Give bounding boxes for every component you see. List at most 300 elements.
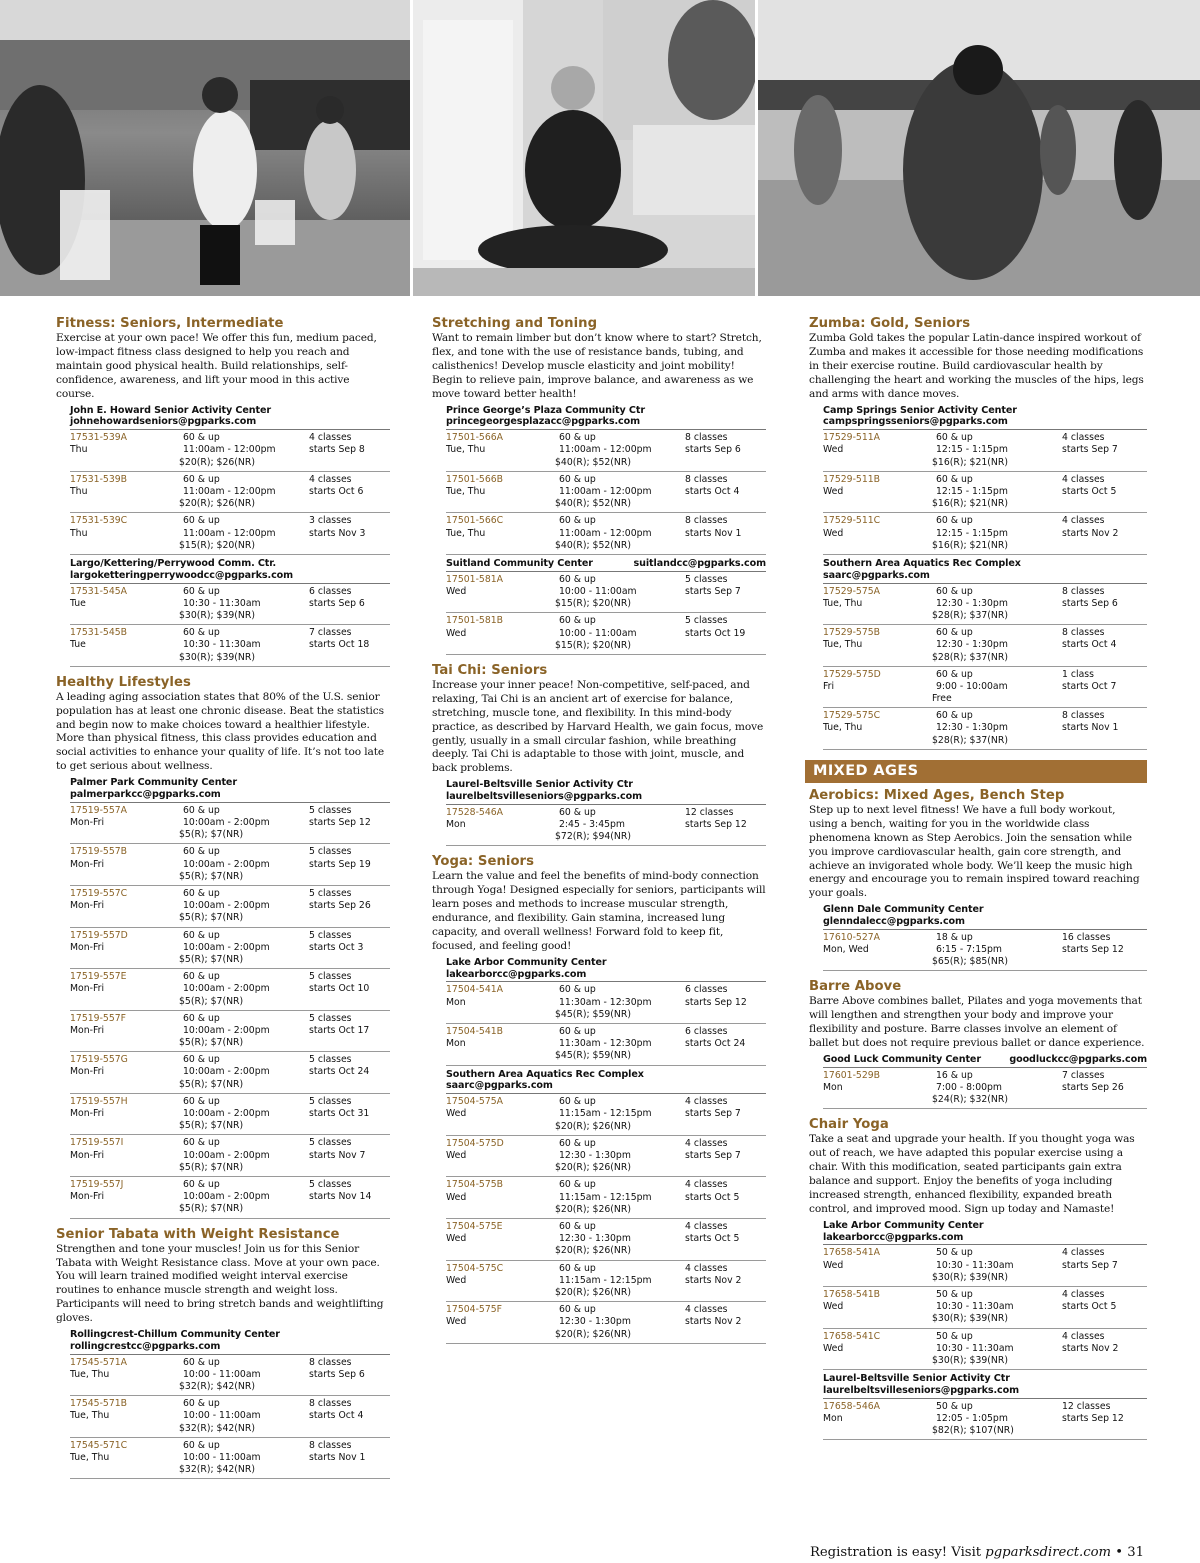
class-count: 16 classes [1062, 931, 1111, 943]
class-count: 6 classes [309, 585, 352, 597]
class-time: 11:30am - 12:30pm [559, 1038, 652, 1050]
venue [823, 1220, 1147, 1246]
class-row[interactable] [446, 982, 766, 1024]
class-days: Thu [70, 444, 88, 456]
class-start: starts Sep 26 [309, 900, 371, 912]
class-fee: $82(R); $107(NR) [932, 1425, 1014, 1437]
class-count: 4 classes [685, 1096, 728, 1108]
class-row[interactable] [446, 1219, 766, 1261]
class-days: Thu [70, 527, 88, 539]
class-time: 12:15 - 1:15pm [936, 485, 1008, 497]
class-time: 10:30 - 11:30am [183, 639, 261, 651]
class-days: Mon-Fri [70, 900, 105, 912]
class-fee: $5(R); $7(NR) [179, 953, 244, 965]
class-days: Mon-Fri [70, 941, 105, 953]
class-count: 5 classes [309, 1054, 352, 1066]
class-code[interactable]: 17519-557A [70, 804, 128, 816]
class-row[interactable] [446, 1136, 766, 1178]
venue-name: Southern Area Aquatics Rec Complex [446, 1068, 644, 1080]
class-fee: $30(R); $39(NR) [179, 651, 255, 663]
class-start: starts Sep 7 [685, 585, 741, 597]
class-count: 8 classes [309, 1439, 352, 1451]
class-count: 5 classes [309, 971, 352, 983]
class-code[interactable]: 17519-557G [70, 1054, 128, 1066]
class-time: 10:00 - 11:00am [183, 1368, 261, 1380]
class-fee: $20(R); $26(NR) [555, 1203, 631, 1215]
class-fee: $15(R); $20(NR) [179, 539, 255, 551]
class-days: Wed [446, 627, 467, 639]
class-count: 3 classes [309, 515, 352, 527]
class-row[interactable] [446, 1302, 766, 1344]
class-code[interactable]: 17501-581A [446, 573, 504, 585]
class-fee: $16(R); $21(NR) [932, 498, 1008, 510]
class-time: 10:30 - 11:30am [183, 597, 261, 609]
class-count: 5 classes [309, 804, 352, 816]
class-row[interactable] [446, 805, 766, 847]
venue-email[interactable]: goodluckcc@pgparks.com [1009, 1054, 1147, 1066]
class-row[interactable] [446, 572, 766, 614]
venue [446, 779, 766, 805]
class-count: 4 classes [309, 473, 352, 485]
class-row[interactable] [446, 1261, 766, 1303]
venue [823, 405, 1147, 431]
class-days: Mon-Fri [70, 1108, 105, 1120]
class-row[interactable] [70, 886, 390, 928]
class-row[interactable] [70, 1177, 390, 1219]
class-count: 8 classes [1062, 585, 1105, 597]
class-code[interactable]: 17545-571B [70, 1398, 128, 1410]
class-time: 6:15 - 7:15pm [936, 944, 1002, 956]
footer-visit: Visit [951, 1545, 982, 1560]
venue-email[interactable]: princegeorgesplazacc@pgparks.com [446, 416, 640, 428]
class-count: 7 classes [309, 627, 352, 639]
class-code[interactable]: 17501-581B [446, 615, 504, 627]
page-number: 31 [1127, 1545, 1144, 1560]
class-ages: 50 & up [936, 1247, 973, 1259]
venue-name: Good Luck Community Center [823, 1054, 981, 1066]
class-code[interactable]: 17529-511B [823, 473, 881, 485]
class-days: Fri [823, 680, 835, 692]
section-description: A leading aging association states that 80% of the U.S. senior population has at least one chronic disease. Beat the statistics and begin now to make choices toward a healthier lifestyle. More than physical fitness, this class provides education and social activities to enhance your quality of life. It’s not too late to get serious about wellness. [56, 690, 385, 773]
class-row[interactable] [823, 1068, 1147, 1110]
class-row[interactable] [70, 472, 390, 514]
class-code[interactable]: 17504-575B [446, 1179, 504, 1191]
class-code[interactable]: 17519-557C [70, 887, 128, 899]
class-code[interactable]: 17519-557I [70, 1137, 124, 1149]
class-ages: 60 & up [183, 1095, 220, 1107]
venue-name: John E. Howard Senior Activity Center [70, 404, 272, 416]
class-days: Mon-Fri [70, 983, 105, 995]
class-start: starts Nov 2 [1062, 1342, 1119, 1354]
class-row[interactable] [70, 1094, 390, 1136]
section-senior-tabata [56, 1227, 390, 1480]
class-count: 6 classes [685, 984, 728, 996]
class-time: 12:30 - 1:30pm [559, 1150, 631, 1162]
class-days: Mon-Fri [70, 1066, 105, 1078]
class-ages: 60 & up [559, 806, 596, 818]
class-days: Mon-Fri [70, 1149, 105, 1161]
class-fee: $15(R); $20(NR) [555, 639, 631, 651]
class-ages: 60 & up [559, 1026, 596, 1038]
class-count: 5 classes [309, 1012, 352, 1024]
class-count: 4 classes [685, 1304, 728, 1316]
class-row[interactable] [823, 430, 1147, 472]
class-row[interactable] [70, 1438, 390, 1480]
class-fee: $5(R); $7(NR) [179, 1037, 244, 1049]
page-footer [810, 1545, 1144, 1560]
class-count: 4 classes [1062, 1330, 1105, 1342]
class-time: 10:00 - 11:00am [183, 1452, 261, 1464]
venue [823, 904, 1147, 930]
class-time: 2:45 - 3:45pm [559, 819, 625, 831]
class-count: 8 classes [685, 432, 728, 444]
class-fee: $32(R); $42(NR) [179, 1422, 255, 1434]
class-start: starts Oct 17 [309, 1024, 370, 1036]
class-ages: 60 & up [559, 432, 596, 444]
photo-strip [0, 0, 1200, 296]
class-time: 11:30am - 12:30pm [559, 996, 652, 1008]
class-code[interactable]: 17531-545A [70, 585, 128, 597]
class-row[interactable] [823, 1287, 1147, 1329]
class-row[interactable] [70, 928, 390, 970]
class-time: 10:00am - 2:00pm [183, 816, 270, 828]
class-code[interactable]: 17519-557F [70, 1012, 127, 1024]
class-ages: 60 & up [936, 432, 973, 444]
class-fee: $30(R); $39(NR) [932, 1355, 1008, 1367]
class-code[interactable]: 17504-541A [446, 984, 504, 996]
class-count: 4 classes [685, 1262, 728, 1274]
venue [70, 405, 390, 431]
venue-email[interactable]: lakearborcc@pgparks.com [446, 968, 587, 980]
class-row[interactable] [446, 472, 766, 514]
class-code[interactable]: 17501-566A [446, 432, 504, 444]
class-row[interactable] [70, 1396, 390, 1438]
class-count: 4 classes [685, 1179, 728, 1191]
class-code[interactable]: 17529-511A [823, 432, 881, 444]
venue [823, 1054, 1147, 1068]
class-time: 12:30 - 1:30pm [936, 639, 1008, 651]
class-code[interactable]: 17529-511C [823, 515, 881, 527]
class-days: Mon [823, 1082, 843, 1094]
class-time: 12:30 - 1:30pm [936, 597, 1008, 609]
venue-email[interactable]: campspringsseniors@pgparks.com [823, 416, 1008, 428]
class-fee: $5(R); $7(NR) [179, 870, 244, 882]
venue-email[interactable]: laurelbeltsvilleseniors@pgparks.com [446, 791, 642, 803]
class-row[interactable] [823, 1399, 1147, 1441]
section-description: Take a seat and upgrade your health. If you thought yoga was out of reach, we have adapted this popular exercise using a chair. With this modification, seated participants gain extra balance and support. Enjoy the benefits of yoga including increased strength, enhanced flexibility, expanded breath control, and improved mood. Sign up today and Namaste! [809, 1133, 1135, 1215]
class-code[interactable]: 17658-541A [823, 1247, 881, 1259]
class-days: Wed [446, 1233, 467, 1245]
class-days: Wed [446, 1108, 467, 1120]
class-ages: 60 & up [183, 585, 220, 597]
class-days: Tue, Thu [446, 444, 486, 456]
section-title: Barre Above [809, 979, 902, 995]
class-ages: 50 & up [936, 1400, 973, 1412]
class-fee: $20(R); $26(NR) [179, 498, 255, 510]
class-count: 5 classes [309, 887, 352, 899]
class-row[interactable] [446, 1177, 766, 1219]
venue-email[interactable]: laurelbeltsvilleseniors@pgparks.com [823, 1385, 1019, 1397]
class-row[interactable] [70, 844, 390, 886]
class-days: Mon [446, 996, 466, 1008]
class-start: starts Sep 12 [685, 819, 747, 831]
venue-email[interactable]: rollingcrestcc@pgparks.com [70, 1340, 221, 1352]
class-start: starts Sep 6 [685, 444, 741, 456]
class-row[interactable] [70, 803, 390, 845]
class-ages: 60 & up [183, 1012, 220, 1024]
class-time: 10:00am - 2:00pm [183, 1191, 270, 1203]
class-code[interactable]: 17501-566B [446, 473, 504, 485]
seniors-fitness-class-photo [0, 0, 410, 296]
class-fee: $30(R); $39(NR) [932, 1313, 1008, 1325]
venue-name: Suitland Community Center [446, 557, 593, 569]
class-code[interactable]: 17545-571C [70, 1439, 128, 1451]
class-days: Tue, Thu [823, 597, 863, 609]
class-days: Tue [70, 597, 86, 609]
class-row[interactable] [823, 513, 1147, 555]
class-code[interactable]: 17519-557B [70, 846, 128, 858]
venue-email[interactable]: saarc@pgparks.com [823, 569, 930, 581]
class-time: 10:00am - 2:00pm [183, 1024, 270, 1036]
class-days: Wed [446, 585, 467, 597]
class-row[interactable] [823, 584, 1147, 626]
class-code[interactable]: 17519-557J [70, 1179, 124, 1191]
class-code[interactable]: 17519-557H [70, 1095, 128, 1107]
venue-email[interactable]: largoketteringperrywoodcc@pgparks.com [70, 569, 294, 581]
class-row[interactable] [70, 1011, 390, 1053]
class-count: 8 classes [685, 515, 728, 527]
class-ages: 60 & up [183, 515, 220, 527]
class-count: 8 classes [685, 473, 728, 485]
class-days: Wed [823, 1259, 844, 1271]
class-ages: 60 & up [936, 473, 973, 485]
class-row[interactable] [446, 430, 766, 472]
class-days: Tue [70, 639, 86, 651]
venue-name: Lake Arbor Community Center [446, 956, 607, 968]
class-start: starts Nov 7 [309, 1149, 366, 1161]
class-code[interactable]: 17501-566C [446, 515, 504, 527]
class-start: starts Oct 24 [309, 1066, 370, 1078]
class-fee: $20(R); $26(NR) [555, 1162, 631, 1174]
class-fee: $5(R); $7(NR) [179, 829, 244, 841]
class-code[interactable]: 17658-546A [823, 1400, 881, 1412]
class-fee: $28(R); $37(NR) [932, 734, 1008, 746]
class-count: 8 classes [1062, 627, 1105, 639]
class-time: 12:30 - 1:30pm [559, 1316, 631, 1328]
class-row[interactable] [70, 1052, 390, 1094]
venue [70, 558, 390, 584]
class-row[interactable] [446, 1094, 766, 1136]
class-time: 10:00am - 2:00pm [183, 1108, 270, 1120]
class-code[interactable]: 17531-539B [70, 473, 128, 485]
class-row[interactable] [70, 584, 390, 626]
class-ages: 60 & up [183, 1398, 220, 1410]
class-ages: 60 & up [936, 585, 973, 597]
venue [823, 558, 1147, 584]
class-code[interactable]: 17519-557D [70, 929, 128, 941]
class-days: Thu [70, 485, 88, 497]
class-days: Mon-Fri [70, 858, 105, 870]
class-row[interactable] [823, 708, 1147, 750]
class-fee: $16(R); $21(NR) [932, 456, 1008, 468]
class-row[interactable] [823, 1329, 1147, 1371]
class-code[interactable]: 17658-541B [823, 1289, 881, 1301]
venue-name: Glenn Dale Community Center [823, 904, 984, 916]
class-row[interactable] [823, 930, 1147, 972]
class-code[interactable]: 17504-575D [446, 1137, 504, 1149]
class-start: starts Oct 4 [1062, 639, 1117, 651]
class-row[interactable] [823, 472, 1147, 514]
class-row[interactable] [823, 667, 1147, 709]
venue [446, 957, 766, 983]
class-ages: 18 & up [936, 931, 973, 943]
class-start: starts Nov 14 [309, 1191, 372, 1203]
class-start: starts Sep 7 [685, 1108, 741, 1120]
class-time: 11:00am - 12:00pm [183, 444, 276, 456]
venue-name: Laurel-Beltsville Senior Activity Ctr [446, 779, 633, 791]
class-start: starts Oct 5 [1062, 485, 1117, 497]
class-start: starts Sep 6 [309, 1368, 365, 1380]
venue-name: Largo/Kettering/Perrywood Comm. Ctr. [70, 557, 277, 569]
class-code[interactable]: 17528-546A [446, 806, 504, 818]
class-row[interactable] [823, 1245, 1147, 1287]
class-start: starts Nov 3 [309, 527, 366, 539]
class-ages: 60 & up [183, 432, 220, 444]
class-code[interactable]: 17529-575C [823, 710, 881, 722]
class-code[interactable]: 17519-557E [70, 971, 127, 983]
venue-email[interactable]: saarc@pgparks.com [446, 1080, 553, 1092]
class-days: Tue, Thu [823, 639, 863, 651]
class-ages: 60 & up [936, 627, 973, 639]
class-days: Wed [446, 1274, 467, 1286]
class-fee: $5(R); $7(NR) [179, 912, 244, 924]
class-code[interactable]: 17610-527A [823, 931, 881, 943]
class-time: 11:15am - 12:15pm [559, 1108, 652, 1120]
class-code[interactable]: 17504-575F [446, 1304, 503, 1316]
class-ages: 60 & up [183, 1137, 220, 1149]
class-code[interactable]: 17545-571A [70, 1356, 128, 1368]
class-row[interactable] [70, 1135, 390, 1177]
class-code[interactable]: 17529-575A [823, 585, 881, 597]
class-fee: $20(R); $26(NR) [179, 456, 255, 468]
class-time: 12:30 - 1:30pm [936, 722, 1008, 734]
class-fee: $45(R); $59(NR) [555, 1008, 631, 1020]
class-row[interactable] [70, 430, 390, 472]
class-row[interactable] [70, 969, 390, 1011]
class-row[interactable] [446, 1024, 766, 1066]
venue-name: Palmer Park Community Center [70, 777, 237, 789]
class-start: starts Oct 5 [685, 1191, 740, 1203]
class-count: 5 classes [309, 1137, 352, 1149]
class-start: starts Nov 2 [685, 1274, 742, 1286]
class-fee: $28(R); $37(NR) [932, 651, 1008, 663]
class-ages: 50 & up [936, 1330, 973, 1342]
class-days: Wed [823, 1342, 844, 1354]
class-code[interactable]: 17504-575C [446, 1262, 504, 1274]
venue-name: Camp Springs Senior Activity Center [823, 404, 1017, 416]
class-fee: $20(R); $26(NR) [555, 1120, 631, 1132]
section-aerobics-bench-step [809, 788, 1147, 972]
class-ages: 60 & up [559, 1096, 596, 1108]
section-yoga-seniors [432, 854, 766, 1343]
class-time: 11:00am - 12:00pm [559, 485, 652, 497]
section-description: Barre Above combines ballet, Pilates and yoga movements that will lengthen and strengthen your body and improve your flexibility and posture. Barre classes involve an element of ballet but does not require previous ballet or dance experience. [809, 995, 1145, 1050]
class-code[interactable]: 17504-541B [446, 1026, 504, 1038]
class-code[interactable]: 17504-575A [446, 1096, 504, 1108]
section-description: Exercise at your own pace! We offer this fun, medium paced, low-impact fitness class designed to help you reach and maintain good physical health. Build relationships, self-confidence, awareness, and lift your mood in this active course. [56, 332, 377, 400]
venue-email[interactable]: suitlandcc@pgparks.com [633, 557, 766, 569]
class-row[interactable] [446, 613, 766, 655]
class-start: starts Sep 19 [309, 858, 371, 870]
class-code[interactable]: 17601-529B [823, 1069, 881, 1081]
class-days: Mon-Fri [70, 1191, 105, 1203]
class-start: starts Sep 6 [1062, 597, 1118, 609]
venue-email[interactable]: glenndalecc@pgparks.com [823, 916, 965, 928]
class-fee: $45(R); $59(NR) [555, 1050, 631, 1062]
class-days: Wed [446, 1150, 467, 1162]
class-ages: 60 & up [183, 971, 220, 983]
class-code[interactable]: 17531-539A [70, 432, 128, 444]
class-code[interactable]: 17658-541C [823, 1330, 881, 1342]
class-days: Wed [446, 1191, 467, 1203]
class-code[interactable]: 17504-575E [446, 1221, 503, 1233]
venue-name: Rollingcrest-Chillum Community Center [70, 1329, 280, 1341]
class-time: 11:00am - 12:00pm [183, 485, 276, 497]
section-title: Senior Tabata with Weight Resistance [56, 1226, 340, 1242]
class-count: 5 classes [685, 615, 728, 627]
class-fee: $20(R); $26(NR) [555, 1287, 631, 1299]
class-time: 10:00am - 2:00pm [183, 941, 270, 953]
class-start: starts Nov 1 [685, 527, 742, 539]
class-days: Mon [446, 1038, 466, 1050]
class-code[interactable]: 17531-539C [70, 515, 128, 527]
venue-email[interactable]: lakearborcc@pgparks.com [823, 1231, 964, 1243]
class-time: 11:00am - 12:00pm [183, 527, 276, 539]
class-days: Mon [823, 1413, 843, 1425]
venue-email[interactable]: johnehowardseniors@pgparks.com [70, 416, 257, 428]
section-description: Strengthen and tone your muscles! Join us for this Senior Tabata with Weight Resistance class. Move at your own pace. You will learn trained modified weight interval exercise routines to enhance muscle strength and weight loss. Participants will need to bring stretch bands and weightlifting gloves. [56, 1242, 384, 1325]
class-start: starts Oct 5 [1062, 1301, 1117, 1313]
class-row[interactable] [70, 625, 390, 667]
class-row[interactable] [823, 625, 1147, 667]
class-time: 10:30 - 11:30am [936, 1342, 1014, 1354]
class-code[interactable]: 17529-575D [823, 668, 881, 680]
class-time: 12:15 - 1:15pm [936, 527, 1008, 539]
class-time: 10:00 - 11:00am [183, 1410, 261, 1422]
footer-lead: Registration is easy! [809, 1545, 948, 1560]
class-row[interactable] [70, 1355, 390, 1397]
class-code[interactable]: 17529-575B [823, 627, 881, 639]
venue-email[interactable]: palmerparkcc@pgparks.com [70, 788, 221, 800]
venue [446, 405, 766, 431]
class-fee: $15(R); $20(NR) [555, 598, 631, 610]
class-time: 7:00 - 8:00pm [936, 1082, 1002, 1094]
class-start: starts Sep 26 [1062, 1082, 1124, 1094]
class-code[interactable]: 17531-545B [70, 627, 128, 639]
class-row[interactable] [446, 513, 766, 555]
footer-url[interactable]: pgparksdirect.com [985, 1545, 1112, 1560]
class-ages: 60 & up [559, 473, 596, 485]
class-count: 5 classes [309, 929, 352, 941]
class-start: starts Sep 7 [1062, 1259, 1118, 1271]
class-fee: $32(R); $42(NR) [179, 1381, 255, 1393]
column-3 [809, 316, 1147, 1448]
class-fee: $16(R); $21(NR) [932, 539, 1008, 551]
class-row[interactable] [70, 513, 390, 555]
class-start: starts Oct 6 [309, 485, 364, 497]
class-ages: 60 & up [183, 473, 220, 485]
section-title: Fitness: Seniors, Intermediate [56, 316, 284, 331]
